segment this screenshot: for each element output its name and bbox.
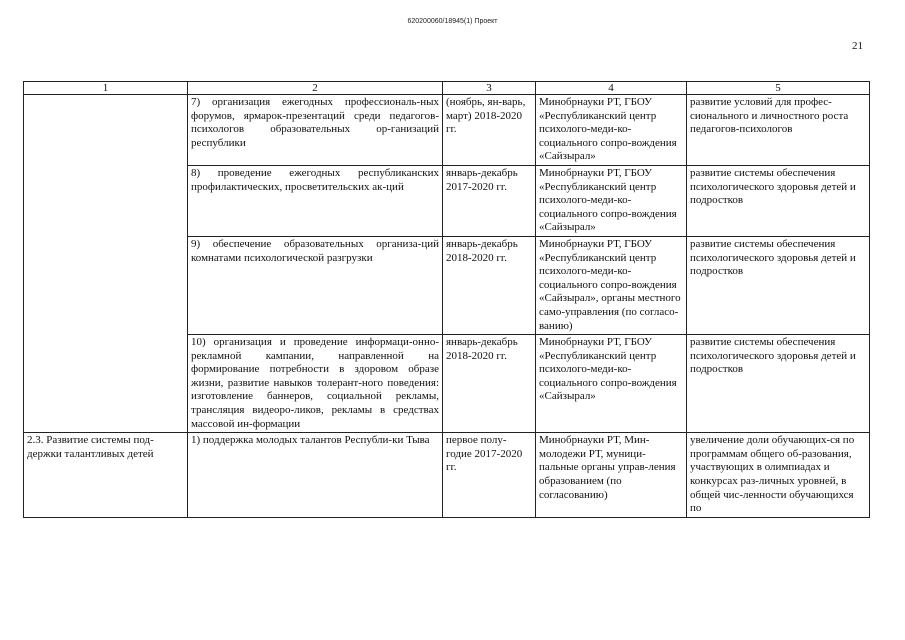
table-row — [24, 95, 870, 166]
result-cell: развитие системы обеспечения психологического здоровья детей и подростков — [687, 335, 870, 433]
activity-cell: 9) обеспечение образовательных организа-ций комнатами психологической разгрузки — [188, 236, 443, 334]
activity-cell: 10) организация и проведение информаци-онно-рекламной кампании, направленной на формирование потребности в здоровом образе жизни, развитие навыков толерант-ного поведения: изготовление баннеров, социальной рекламы, трансляция видеоро-ликов, рекламы в средствах массовой ин-формации — [188, 335, 443, 433]
table-row — [24, 433, 870, 518]
column-header-4: 4 — [536, 82, 687, 95]
column-header-3: 3 — [443, 82, 536, 95]
responsible-cell: Минобрнауки РТ, ГБОУ «Республиканский центр психолого-меди-ко-социального сопро-вождения «Сайзырал» — [536, 335, 687, 433]
period-cell: январь-декабрь 2018-2020 гг. — [443, 335, 536, 433]
activity-cell: 7) организация ежегодных профессиональ-ных форумов, ярмарок-презентаций среди педагогов-психологов образовательных ор-ганизаций республики — [188, 95, 443, 166]
activity-cell: 1) поддержка молодых талантов Республи-ки Тыва — [188, 433, 443, 518]
period-cell: январь-декабрь 2018-2020 гг. — [443, 236, 536, 334]
header-row — [24, 82, 870, 95]
result-cell: развитие системы обеспечения психологического здоровья детей и подростков — [687, 236, 870, 334]
plan-table — [23, 81, 870, 518]
column-header-5: 5 — [687, 82, 870, 95]
column-header-2: 2 — [188, 82, 443, 95]
activity-cell: 8) проведение ежегодных республиканских профилактических, просветительских ак-ций — [188, 165, 443, 236]
result-cell: развитие условий для профес-сионального и личностного роста педагогов-психологов — [687, 95, 870, 166]
section-cell — [24, 95, 188, 433]
column-header-1: 1 — [24, 82, 188, 95]
responsible-cell: Минобрнауки РТ, ГБОУ «Республиканский центр психолого-меди-ко-социального сопро-вождения «Сайзырал» — [536, 95, 687, 166]
period-cell: (ноябрь, ян-варь, март) 2018-2020 гг. — [443, 95, 536, 166]
responsible-cell: Минобрнауки РТ, ГБОУ «Республиканский центр психолого-меди-ко-социального сопро-вождения «Сайзырал» — [536, 165, 687, 236]
document-id: 620200060/18945(1) Проект — [407, 18, 498, 25]
responsible-cell: Минобрнауки РТ, ГБОУ «Республиканский центр психолого-меди-ко-социального сопро-вождения «Сайзырал», органы местного само-управления (по согласо-ванию) — [536, 236, 687, 334]
section-cell: 2.3. Развитие системы под-держки талантливых детей — [24, 433, 188, 518]
page-number: 21 — [852, 40, 863, 52]
period-cell: январь-декабрь 2017-2020 гг. — [443, 165, 536, 236]
responsible-cell: Минобрнауки РТ, Мин-молодежи РТ, муници-пальные органы управ-ления образованием (по согласованию) — [536, 433, 687, 518]
result-cell: увеличение доли обучающих-ся по программам общего об-разования, участвующих в олимпиадах и конкурсах раз-личных уровней, в общей чис-ленности обучающихся по — [687, 433, 870, 518]
result-cell: развитие системы обеспечения психологического здоровья детей и подростков — [687, 165, 870, 236]
period-cell: первое полу-годие 2017-2020 гг. — [443, 433, 536, 518]
